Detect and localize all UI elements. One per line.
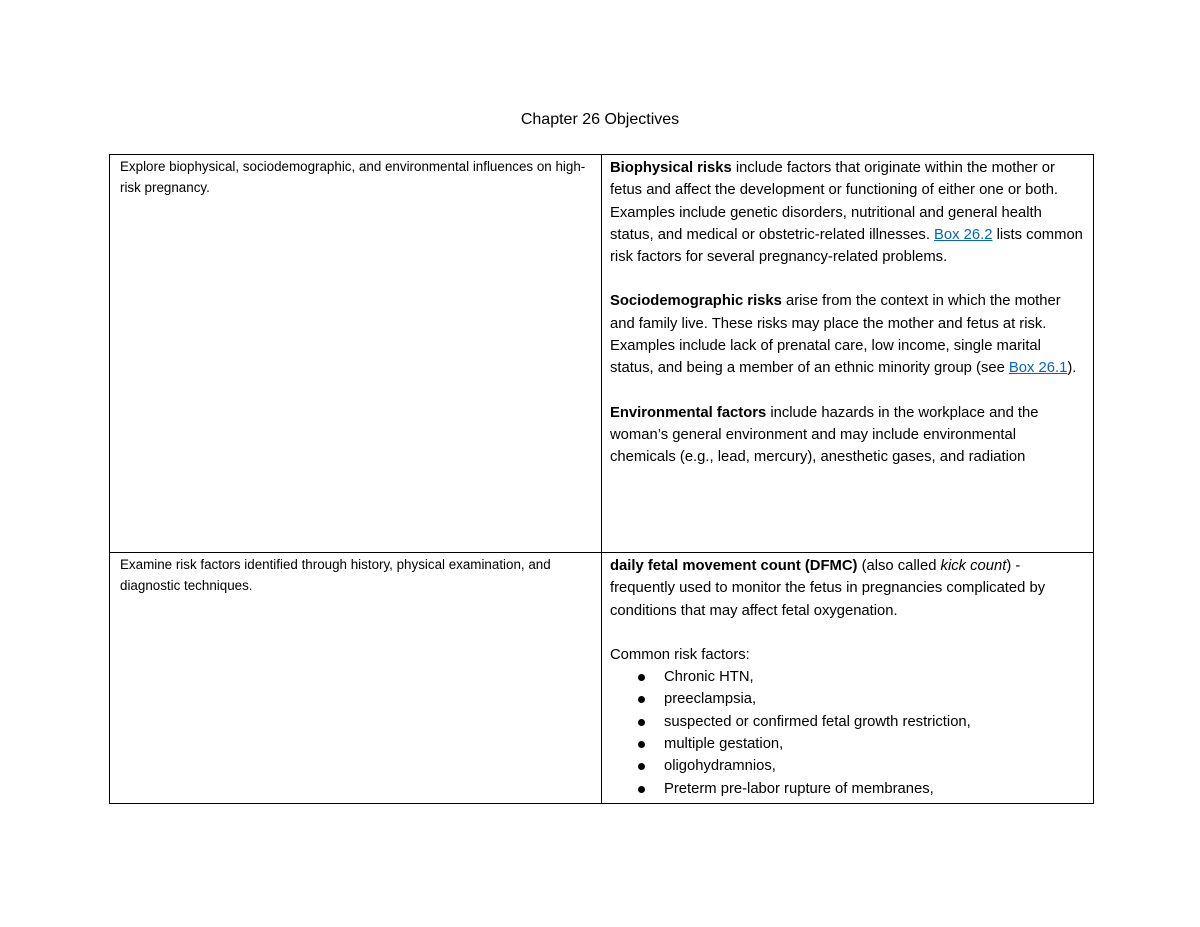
dfmc-paragraph xyxy=(610,555,1085,622)
list-item xyxy=(638,711,1085,733)
list-item xyxy=(638,778,1085,800)
risk-factor-text: oligohydramnios, xyxy=(664,758,776,775)
environmental-paragraph xyxy=(610,402,1085,469)
page-title: Chapter 26 Objectives xyxy=(520,111,680,128)
bullet-icon xyxy=(638,763,645,770)
content-cell xyxy=(602,553,1094,804)
environmental-term: Environmental factors xyxy=(610,404,767,421)
risk-factor-text: multiple gestation, xyxy=(664,736,784,753)
bullet-icon xyxy=(638,696,645,703)
sociodemographic-text: arise from the context in which the mother and family live. These risks may place the mother and fetus at risk. Examples include lack of prenatal care, low income, single marital status, and being a member of an ethnic minority group (see xyxy=(610,293,1061,377)
table-row xyxy=(110,553,1094,804)
biophysical-paragraph xyxy=(610,157,1085,268)
box-26-1-link[interactable]: Box 26.1 xyxy=(1008,360,1068,377)
table-row xyxy=(110,155,1094,553)
risk-factor-text: Preterm pre-labor rupture of membranes, xyxy=(664,780,934,797)
content-text xyxy=(602,155,1093,469)
content-text xyxy=(602,553,1093,800)
kick-count-term: kick count xyxy=(940,558,1007,574)
biophysical-text-end: lists common risk factors for several pregnancy-related problems. xyxy=(610,226,1083,266)
list-item xyxy=(638,666,1085,688)
bullet-icon xyxy=(638,674,645,681)
bullet-icon xyxy=(638,719,645,726)
sociodemographic-paragraph xyxy=(610,290,1085,379)
objectives-table xyxy=(109,154,1094,804)
box-26-2-link[interactable]: Box 26.2 xyxy=(934,226,993,243)
list-item xyxy=(638,688,1085,710)
dfmc-text: (also called xyxy=(857,558,941,574)
objective-cell xyxy=(110,155,602,553)
common-risk-label: Common risk factors: xyxy=(610,646,750,663)
objective-text: Explore biophysical, sociodemographic, and environmental influences on high-risk pregnancy. xyxy=(120,159,586,195)
risk-factor-text: suspected or confirmed fetal growth restriction, xyxy=(664,713,971,730)
dfmc-text-end: ) - frequently used to monitor the fetus in pregnancies complicated by conditions that may affect fetal oxygenation. xyxy=(610,558,1046,619)
risk-factor-list xyxy=(610,666,1085,800)
dfmc-term: daily fetal movement count (DFMC) xyxy=(610,558,858,574)
list-item xyxy=(638,755,1085,777)
objective-cell xyxy=(110,553,602,804)
risk-factor-text: Chronic HTN, xyxy=(664,669,754,686)
objective-text: Examine risk factors identified through history, physical examination, and diagnostic techniques. xyxy=(120,557,551,593)
environmental-text: include hazards in the workplace and the woman’s general environment and may include environmental chemicals (e.g., lead, mercury), anesthetic gases, and radiation xyxy=(610,404,1039,466)
list-item xyxy=(638,733,1085,755)
content-cell xyxy=(602,155,1094,553)
sociodemographic-text-end: ). xyxy=(1067,360,1077,377)
bullet-icon xyxy=(638,741,645,748)
biophysical-term: Biophysical risks xyxy=(610,160,732,176)
biophysical-text: include factors that originate within the mother or fetus and affect the development or functioning of either one or both. Examples include genetic disorders, nutritional and general health status, and medical or obstetric-related illnesses. xyxy=(610,160,1059,243)
sociodemographic-term: Sociodemographic risks xyxy=(610,293,782,310)
bullet-icon xyxy=(638,786,645,793)
risk-factor-text: preeclampsia, xyxy=(664,691,757,708)
